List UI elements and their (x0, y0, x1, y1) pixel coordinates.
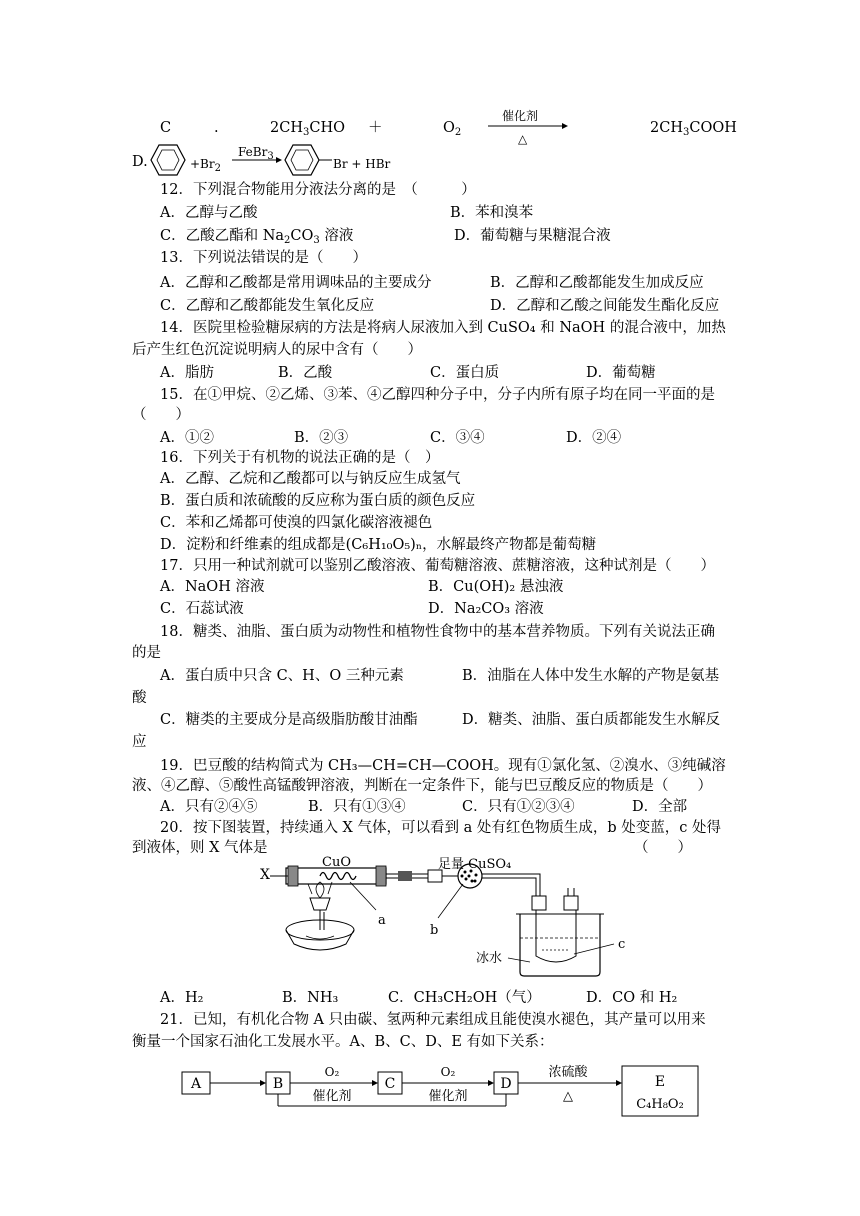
q12-option-a: A．乙醇与乙酸 (160, 205, 258, 221)
q14-option-a: A．脂肪 (160, 365, 214, 381)
fig-label-x: X (260, 867, 270, 883)
benzene-ring-icon (150, 143, 186, 177)
febr3-catalyst: FeBr$_3$ (238, 145, 274, 162)
q19-stem-line1: 19．巴豆酸的结构简式为 CH₃—CH=CH—COOH。现有①氯化氢、②溴水、③纯碱溶 (160, 758, 726, 774)
q16-option-b: B．蛋白质和浓硫酸的反应称为蛋白质的颜色反应 (160, 493, 476, 509)
product-acetic-acid: $2CH_3COOH$ (650, 120, 737, 138)
reaction-arrow (488, 122, 568, 130)
fig-label-cuso4: 足量 CuSO₄ (438, 857, 512, 872)
q14-stem-line2: 后产生红色沉淀说明病人的尿中含有（ ） (132, 342, 422, 358)
e-formula: C₄H₈O₂ (636, 1097, 684, 1112)
q19-option-b: B．只有①③④ (308, 799, 406, 815)
q21-stem-line1: 21．已知，有机化合物 A 只由碳、氢两种元素组成且能使溴水褪色，其产量可以用来 (160, 1012, 706, 1028)
catalyst-label: 催化剂 (502, 109, 539, 123)
q12-option-d: D．葡萄糖与果糖混合液 (454, 228, 611, 244)
q20-option-d: D．CO 和 H₂ (586, 990, 678, 1006)
q17-option-d: D．Na₂CO₃ 溶液 (428, 601, 544, 617)
benzene-ring-icon (284, 143, 334, 177)
q15-stem-line2: （ ） (132, 407, 190, 423)
beaker (520, 914, 600, 976)
q14-stem-line1: 14．医院里检验糖尿病的方法是将病人尿液加入到 CuSO₄ 和 NaOH 的混合液中，加热 (160, 320, 726, 336)
q16-option-c: C．苯和乙烯都可使溴的四氯化碳溶液褪色 (160, 515, 433, 531)
q13-option-a: A．乙醇和乙酸都是常用调味品的主要成分 (160, 275, 432, 291)
option-c-label: C (160, 120, 172, 136)
svg-text:C: C (384, 1076, 396, 1092)
q20-stem-line2: 到液体，则 X 气体是 (132, 840, 268, 856)
q13-option-b: B．乙醇和乙酸都能发生加成反应 (490, 275, 704, 291)
q18-option-d-line1: D．糖类、油脂、蛋白质都能发生水解反 (462, 712, 721, 728)
q20-option-b: B．NH₃ (282, 990, 339, 1006)
q17-stem: 17．只用一种试剂就可以鉴别乙酸溶液、葡萄糖溶液、蔗糖溶液，这种试剂是（ ） (160, 558, 715, 574)
o2-label-1: O₂ (324, 1065, 340, 1079)
catalyst-label-2: 催化剂 (428, 1089, 468, 1104)
q19-option-a: A．只有②④⑤ (160, 799, 258, 815)
apparatus-figure (258, 852, 638, 982)
q18-stem-line2: 的是 (132, 645, 161, 661)
q18-option-c: C．糖类的主要成分是高级脂肪酸甘油酯 (160, 712, 418, 728)
q16-stem: 16．下列关于有机物的说法正确的是（ ） (160, 450, 440, 466)
q20-option-a: A．H₂ (160, 990, 204, 1006)
option-d-label: D. (132, 154, 148, 170)
plus-sign: ＋ (368, 120, 383, 136)
fig-label-c: c (618, 937, 626, 952)
reactant-oxygen: $O_2$ (443, 120, 462, 138)
q19-stem-line2: 液、④乙醇、⑤酸性高锰酸钾溶液，判断在一定条件下，能与巴豆酸反应的物质是（ ） (132, 778, 712, 794)
q19-option-c: C．只有①②③④ (462, 799, 575, 815)
q18-option-d-line2: 应 (132, 734, 147, 750)
collection-tube (536, 910, 576, 962)
q18-option-a: A．蛋白质中只含 C、H、O 三种元素 (160, 668, 404, 684)
combustion-tube (286, 868, 386, 884)
q15-option-c: C．③④ (430, 430, 485, 446)
q20-stem-line1: 20．按下图装置，持续通入 X 气体，可以看到 a 处有红色物质生成，b 处变蓝，c 处得 (160, 820, 721, 836)
cuo-spiral (320, 873, 356, 880)
q18-stem-line1: 18．糖类、油脂、蛋白质为动物性和植物性食物中的基本营养物质。下列有关说法正确 (160, 624, 715, 640)
fig-label-b: b (430, 923, 439, 938)
heat-symbol: △ (518, 132, 528, 146)
catalyst-label-1: 催化剂 (312, 1089, 352, 1104)
q13-option-d: D．乙醇和乙酸之间能发生酯化反应 (490, 298, 720, 314)
q13-stem: 13．下列说法错误的是（ ） (160, 250, 367, 266)
q18-option-b-line1: B．油脂在人体中发生水解的产物是氨基 (462, 668, 720, 684)
q14-option-d: D．葡萄糖 (586, 365, 656, 381)
q12-option-c: C．乙酸乙酯和 $Na_2CO_3$ 溶液 (160, 228, 354, 246)
q20-answer-paren: （ ） (634, 840, 692, 856)
q15-stem-line1: 15．在①甲烷、②乙烯、③苯、④乙醇四种分子中，分子内所有原子均在同一平面的是 (160, 387, 715, 403)
q18-option-b-line2: 酸 (132, 690, 147, 706)
reaction-flow-diagram (176, 1060, 706, 1126)
q17-option-c: C．石蕊试液 (160, 601, 244, 617)
q17-option-b: B．Cu(OH)₂ 悬浊液 (428, 579, 564, 595)
svg-text:B: B (272, 1076, 284, 1092)
q15-option-b: B．②③ (294, 430, 349, 446)
bromine-reagent: $+Br_2$ (190, 157, 221, 174)
q12-option-b: B．苯和溴苯 (450, 205, 534, 221)
fig-label-ice-water: 冰水 (476, 951, 503, 966)
q15-option-a: A．①② (160, 430, 214, 446)
conc-acid-label: 浓硫酸 (548, 1065, 588, 1080)
q14-option-b: B．乙酸 (278, 365, 333, 381)
heat-label: △ (563, 1089, 573, 1104)
q16-option-d: D．淀粉和纤维素的组成都是(C₆H₁₀O₅)ₙ，水解最终产物都是葡萄糖 (160, 537, 597, 553)
reactant-acetaldehyde: $2CH_3CHO$ (270, 120, 345, 138)
option-c-dot: . (214, 120, 219, 136)
q15-option-d: D．②④ (566, 430, 622, 446)
fig-label-a: a (378, 913, 386, 928)
q21-stem-line2: 衡量一个国家石油化工发展水平。A、B、C、D、E 有如下关系： (132, 1034, 554, 1050)
q13-option-c: C．乙醇和乙酸都能发生氧化反应 (160, 298, 375, 314)
reaction-arrow-d (232, 156, 282, 164)
q12-stem: 12．下列混合物能用分液法分离的是 （ ） (160, 182, 476, 198)
fig-label-cuo: CuO (322, 855, 351, 870)
q14-option-c: C．蛋白质 (430, 365, 500, 381)
svg-text:D: D (500, 1076, 512, 1092)
q19-option-d: D．全部 (632, 799, 688, 815)
q17-option-a: A．NaOH 溶液 (160, 579, 265, 595)
svg-text:A: A (190, 1076, 202, 1092)
svg-text:E: E (654, 1074, 666, 1090)
o2-label-2: O₂ (440, 1065, 456, 1079)
bromobenzene-product: Br + HBr (333, 157, 391, 171)
q20-option-c: C．CH₃CH₂OH（气） (388, 990, 541, 1006)
q16-option-a: A．乙醇、乙烷和乙酸都可以与钠反应生成氢气 (160, 471, 461, 487)
